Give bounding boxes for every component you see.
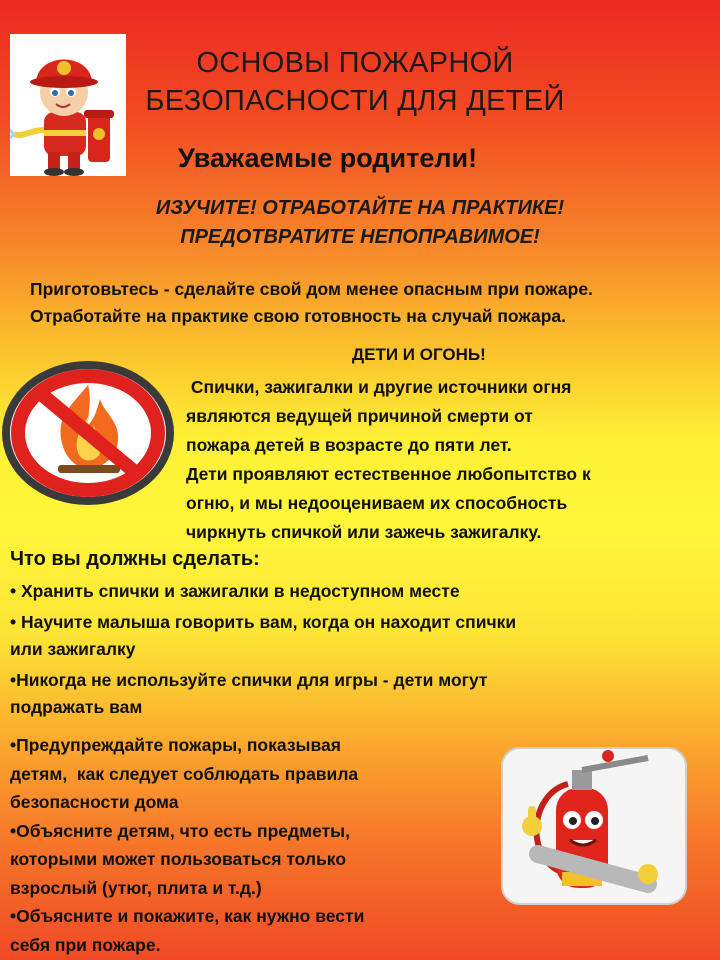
slogan xyxy=(110,194,610,252)
slogan-line-1: ИЗУЧИТЕ! ОТРАБОТАЙТЕ НА ПРАКТИКЕ! xyxy=(155,197,565,219)
list-item: •Объясните и покажите, как нужно вести xyxy=(10,906,365,926)
list-item: •Предупреждайте пожары, показывая xyxy=(10,735,341,755)
kids-and-fire-text xyxy=(186,373,706,547)
page-title xyxy=(120,44,590,120)
todo-list xyxy=(10,578,650,721)
list-item: подражать вам xyxy=(10,697,143,717)
fire-extinguisher-mascot-illustration xyxy=(498,744,690,908)
list-item: или зажигалку xyxy=(10,639,136,659)
kids-line: огню, и мы недооцениваем их способность xyxy=(186,493,568,513)
greeting: Уважаемые родители! xyxy=(178,143,478,173)
list-item: • Хранить спички и зажигалки в недоступном месте xyxy=(10,581,460,601)
list-item: себя при пожаре. xyxy=(10,934,161,955)
kids-line: Спички, зажигалки и другие источники огня xyxy=(186,377,572,397)
list-item: •Никогда не используйте спички для игры - дети могут xyxy=(10,670,488,690)
todo-heading: Что вы должны сделать: xyxy=(10,548,260,570)
intro-text xyxy=(30,276,710,330)
list-item: взрослый (утюг, плита и т.д.) xyxy=(10,877,262,898)
list-item: детям, как следует соблюдать правила xyxy=(10,763,359,784)
no-fire-sign-icon xyxy=(0,355,178,505)
list-item: •Объясните детям, что есть предметы, xyxy=(10,820,350,841)
intro-line-2: Отработайте на практике свою готовность на случай пожара. xyxy=(30,306,566,326)
kids-line: пожара детей в возрасте до пяти лет. xyxy=(186,435,512,455)
kids-line: Дети проявляют естественное любопытство к xyxy=(186,464,591,484)
title-line-1: ОСНОВЫ ПОЖАРНОЙ xyxy=(196,47,514,79)
kids-line: являются ведущей причиной смерти от xyxy=(186,406,533,426)
intro-line-1: Приготовьтесь - сделайте свой дом менее опасным при пожаре. xyxy=(30,279,593,299)
kids-and-fire-heading: ДЕТИ И ОГОНЬ! xyxy=(352,345,486,364)
title-line-2: БЕЗОПАСНОСТИ ДЛЯ ДЕТЕЙ xyxy=(145,85,565,117)
list-item: которыми может пользоваться только xyxy=(10,849,347,869)
firefighter-boy-illustration xyxy=(10,34,126,176)
todo-list-2 xyxy=(10,731,450,959)
list-item: безопасности дома xyxy=(10,792,179,812)
kids-line: чиркнуть спичкой или зажечь зажигалку. xyxy=(186,522,542,542)
list-item: • Научите малыша говорить вам, когда он находит спички xyxy=(10,612,517,632)
slogan-line-2: ПРЕДОТВРАТИТЕ НЕПОПРАВИМОЕ! xyxy=(180,226,540,248)
